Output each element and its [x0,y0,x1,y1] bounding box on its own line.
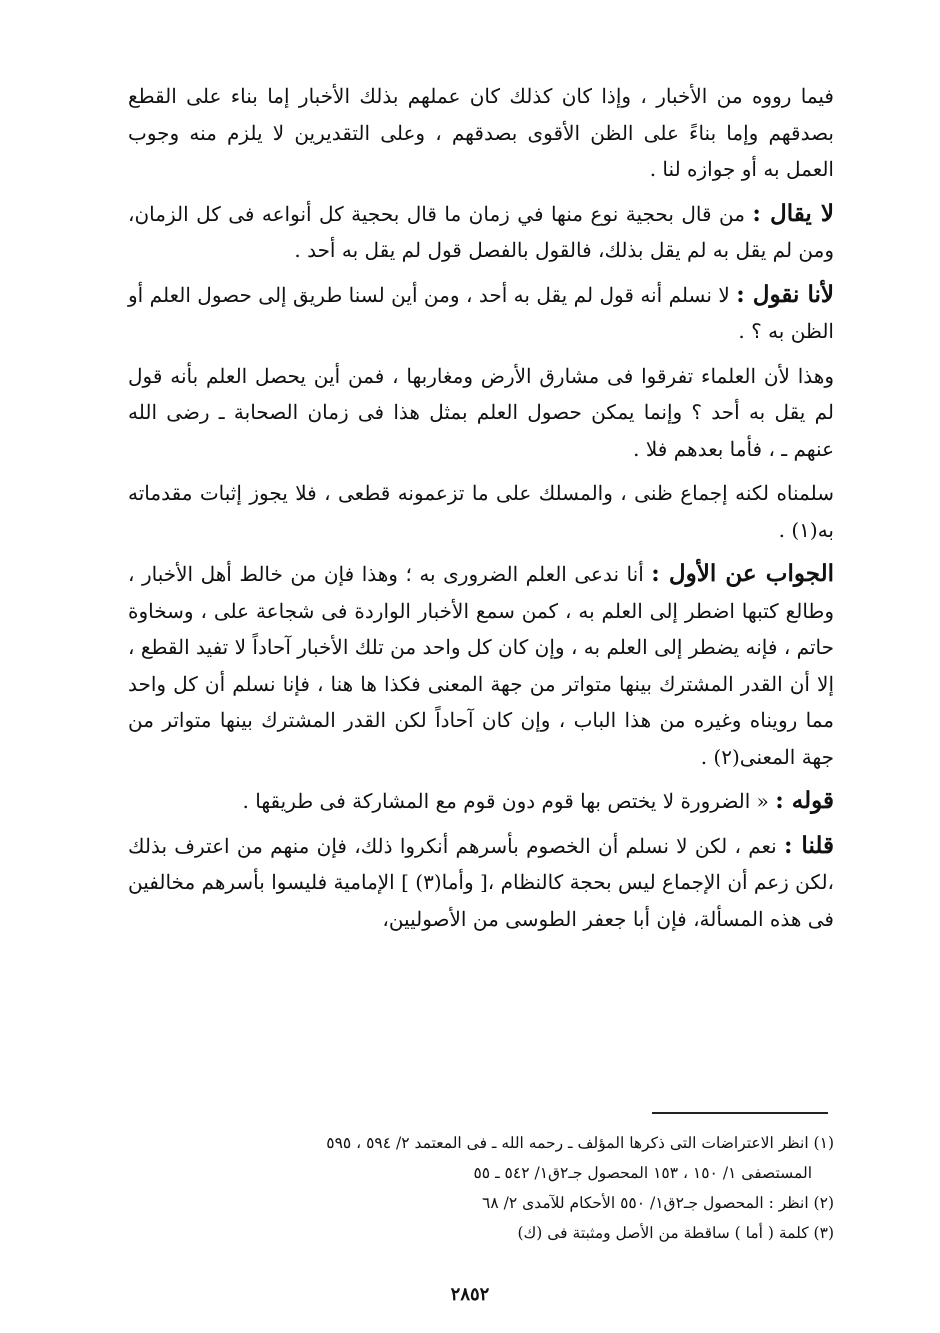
paragraph-text: وهذا لأن العلماء تفرقوا فى مشارق الأرض ومغاربها ، فمن أين يحصل العلم بأنه قول لم يقل به أحد ؟ وإنما يمكن حصول العلم بمثل هذا فى زمان الصحابة ـ رضى الله عنهم ـ ، فأما بعدهم فلا . [128,363,834,461]
paragraph-8 [128,828,834,938]
paragraph-lead: الجواب عن الأول : [651,560,834,587]
paragraph-5 [128,475,834,548]
footnote-1-continuation: المستصفى ١/ ١٥٠ ، ١٥٣ المحصول جـ٢ق١/ ٥٤٢ ـ ٥٥ [473,1164,812,1182]
paragraph-lead: قلنا : [784,831,834,859]
paragraph-7 [128,783,834,820]
paragraph-1 [128,78,834,188]
paragraph-3 [128,277,834,350]
footnote-1: (١) انظر الاعتراضات التى ذكرها المؤلف ـ رحمه الله ـ فى المعتمد ٢/ ٥٩٤ ، ٥٩٥ [326,1134,834,1152]
paragraph-lead: لا يقال : [752,199,834,227]
paragraph-text: لا نسلم أنه قول لم يقل به أحد ، ومن أين لسنا طريق إلى حصول العلم أو الظن به ؟ . [128,282,834,343]
main-text [128,78,834,945]
paragraph-text: فيما رووه من الأخبار ، وإذا كان كذلك كان عملهم بذلك الأخبار إما بناء على القطع بصدقهم وإما بناءً على الظن الأقوى بصدقهم ، وعلى التقديرين لا يلزم منه وجوب العمل به أو جوازه لنا . [128,84,834,181]
paragraph-text: « الضرورة لا يختص بها قوم دون قوم مع المشاركة فى طريقها . [242,789,776,813]
paragraph-text: أنا ندعى العلم الضرورى به ؛ وهذا فإن من خالط أهل الأخبار ، وطالع كتبها اضطر إلى العلم به ، كمن سمع الأخبار الواردة فى شجاعة على ، وسخاوة حاتم ، فإنه يضطر إلى العلم به ، وإن كان كل واحد من تلك الأخبار آحاداً لا تفيد القطع ، إلا أن القدر المشترك بينها متواتر من جهة المعنى فكذا ها هنا ، فإنا نسلم أن كل واحد مما رويناه وغيره من هذا الباب ، وإن كان آحاداً لكن القدر المشترك بينها متواتر من جهة المعنى(٢) . [128,562,834,769]
paragraph-2 [128,196,834,269]
footnotes [128,1128,834,1248]
paragraph-text: نعم ، لكن لا نسلم أن الخصوم بأسرهم أنكروا ذلك، فإن منهم من اعترف بذلك ،لكن زعم أن الإجماع ليس بحجة كالنظام ،[ وأما(٣) ] الإمامية فليسوا بأسرهم مخالفين فى هذه المسألة، فإن أبا جعفر الطوسى من الأصوليين، [127,833,834,931]
paragraph-4 [128,358,834,468]
footnote-2: (٢) انظر : المحصول جـ٢ق١/ ٥٥٠ الأحكام للآمدى ٢/ ٦٨ [482,1194,834,1212]
footnote-divider [652,1112,828,1114]
paragraph-text: سلمناه لكنه إجماع ظنى ، والمسلك على ما تزعمونه قطعى ، فلا يجوز إثبات مقدماته به(١) . [128,481,834,542]
paragraph-lead: قوله : [775,787,834,814]
page-number: ٢٨٥٢ [450,1284,490,1305]
paragraph-lead: لأنا نقول : [736,280,834,308]
paragraph-6 [128,556,834,775]
footnote-3: (٣) كلمة ( أما ) ساقطة من الأصل ومثبتة فى (ك) [517,1224,834,1242]
paragraph-text: من قال بحجية نوع منها في زمان ما قال بحجية كل أنواعه فى كل الزمان، ومن لم يقل به لم يقل بذلك، فالقول بالفصل قول لم يقل به أحد . [128,201,834,262]
